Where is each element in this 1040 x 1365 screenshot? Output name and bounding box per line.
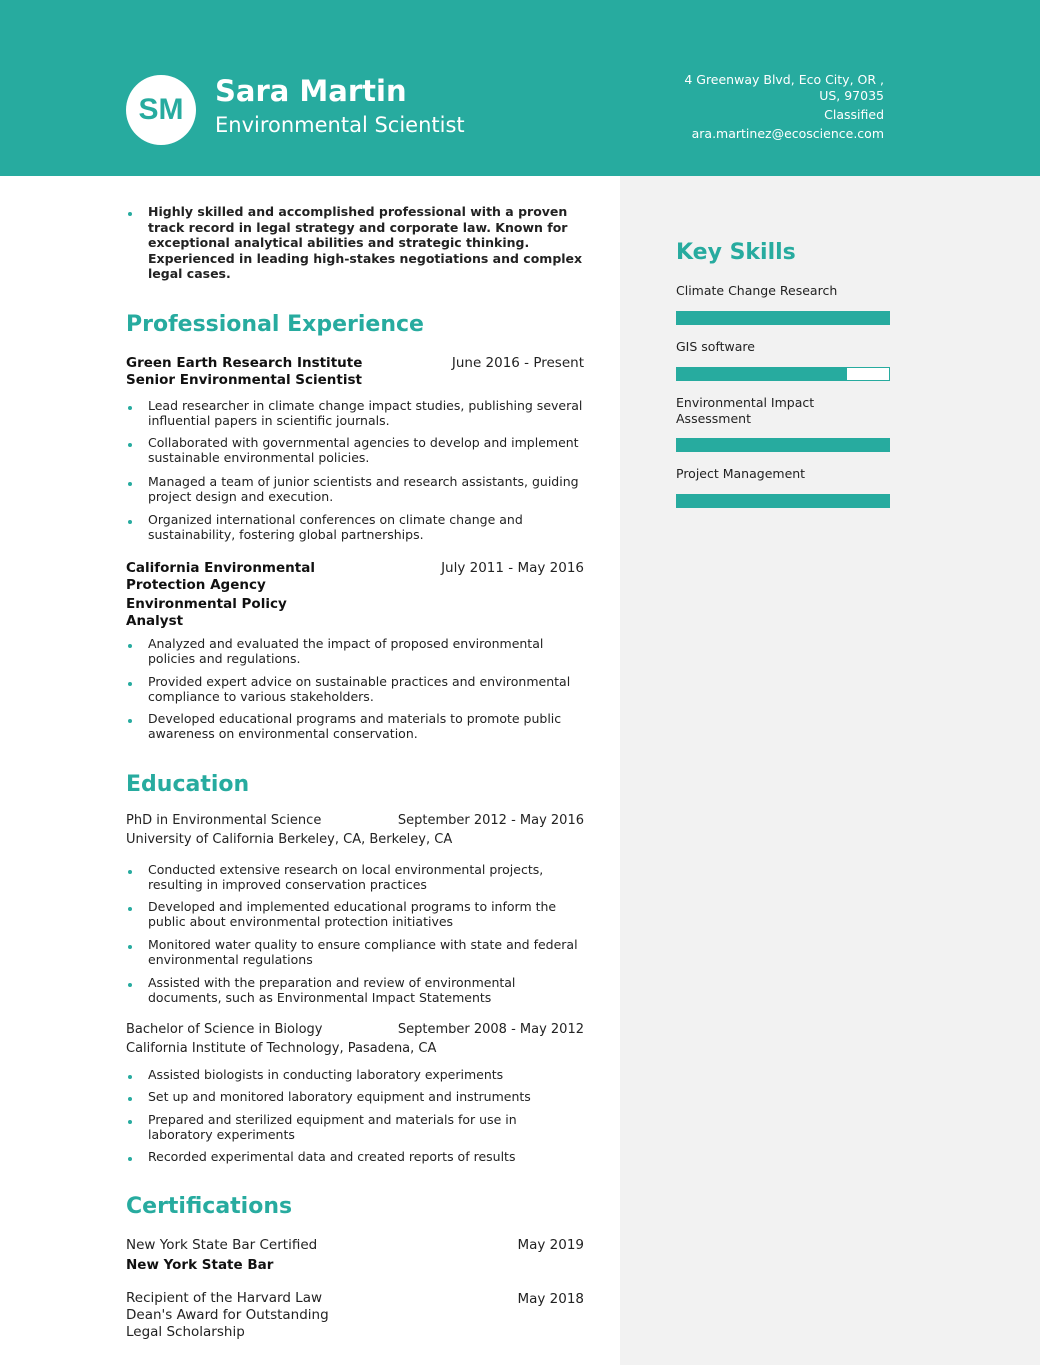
list-item: Recorded experimental data and created reports of results [126, 1149, 584, 1165]
certifications-heading: Certifications [126, 1194, 293, 1219]
job-org: Green Earth Research Institute [126, 354, 363, 371]
experience-heading: Professional Experience [126, 311, 424, 337]
job-org: California Environmental Protection Agency [126, 559, 315, 593]
education-dates: September 2012 - May 2016 [397, 812, 584, 828]
education-school: California Institute of Technology, Pasadena, CA [126, 1040, 437, 1056]
certification-date: May 2019 [517, 1237, 584, 1253]
education-bullets [126, 862, 584, 1006]
list-item: Prepared and sterilized equipment and materials for use in laboratory experiments [126, 1112, 584, 1143]
contact-address: 4 Greenway Blvd, Eco City, OR , [684, 72, 884, 87]
list-item: Provided expert advice on sustainable practices and environmental compliance to various stakeholders. [126, 674, 584, 705]
certification-entry [126, 1236, 584, 1274]
certification-name: New York State Bar Certified [126, 1237, 318, 1253]
skill-bar [676, 367, 890, 381]
list-item: Analyzed and evaluated the impact of proposed environmental policies and regulations. [126, 636, 584, 667]
education-school: University of California Berkeley, CA, Berkeley, CA [126, 831, 453, 847]
education-dates: September 2008 - May 2012 [397, 1021, 584, 1037]
candidate-name: Sara Martin [215, 74, 407, 108]
job-entry [126, 560, 584, 742]
certification-issuer: New York State Bar [126, 1257, 274, 1273]
education-entry [126, 1020, 584, 1165]
education-entry [126, 811, 584, 1006]
candidate-title: Environmental Scientist [215, 113, 465, 137]
list-item: Managed a team of junior scientists and research assistants, guiding project design and execution. [126, 474, 584, 505]
contact-block [664, 72, 884, 145]
skill-bar-fill [677, 368, 847, 380]
job-role: Environmental Policy Analyst [126, 595, 287, 629]
certification-entry [126, 1290, 584, 1341]
main-column [126, 204, 584, 1341]
monogram-avatar: SM [126, 75, 196, 145]
list-item: Collaborated with governmental agencies to develop and implement sustainable environmental policies. [126, 435, 584, 466]
skills-heading: Key Skills [676, 240, 796, 265]
job-dates: June 2016 - Present [451, 354, 584, 371]
summary-text: Highly skilled and accomplished professional with a proven track record in legal strategy and corporate law. Known for exceptional analytical abilities and strategic thinking. Experienced in leading high-stakes negotiations and complex legal cases. [126, 204, 584, 282]
skill-bar-fill [677, 495, 889, 507]
certification-date: May 2018 [517, 1291, 584, 1307]
skill-label: GIS software [676, 339, 755, 354]
skill-label: Project Management [676, 466, 806, 481]
education-degree: Bachelor of Science in Biology [126, 1021, 323, 1037]
list-item: Developed and implemented educational programs to inform the public about environmental protection initiatives [126, 899, 584, 930]
list-item: Set up and monitored laboratory equipment and instruments [126, 1089, 584, 1105]
list-item: Conducted extensive research on local environmental projects, resulting in improved conservation practices [126, 862, 584, 893]
header-banner [0, 0, 1040, 176]
contact-email[interactable]: ara.martinez@ecoscience.com [691, 126, 884, 141]
skill-label: Climate Change Research [676, 283, 838, 298]
education-degree: PhD in Environmental Science [126, 812, 322, 828]
skill-label: Environmental Impact Assessment [676, 395, 815, 426]
certification-name: Recipient of the Harvard Law Dean's Award for Outstanding Legal Scholarship [126, 1290, 329, 1340]
summary-list [126, 204, 584, 282]
skill-bar [676, 438, 890, 452]
skill-bar [676, 311, 890, 325]
job-bullets [126, 636, 584, 742]
skill-bar [676, 494, 890, 508]
contact-address-line2: US, 97035 [819, 88, 884, 103]
skill-bar-fill [677, 439, 889, 451]
list-item: Monitored water quality to ensure compliance with state and federal environmental regulations [126, 937, 584, 968]
job-bullets [126, 398, 584, 543]
education-heading: Education [126, 771, 250, 797]
job-entry [126, 355, 584, 543]
list-item: Developed educational programs and materials to promote public awareness on environmental conservation. [126, 711, 584, 742]
list-item: Lead researcher in climate change impact studies, publishing several influential papers in scientific journals. [126, 398, 584, 429]
education-bullets [126, 1067, 584, 1165]
contact-phone: Classified [824, 107, 884, 122]
list-item: Assisted biologists in conducting laboratory experiments [126, 1067, 584, 1083]
job-dates: July 2011 - May 2016 [441, 559, 584, 576]
list-item: Assisted with the preparation and review of environmental documents, such as Environmental Impact Statements [126, 975, 584, 1006]
job-role: Senior Environmental Scientist [126, 371, 362, 388]
skill-bar-fill [677, 312, 889, 324]
list-item: Organized international conferences on climate change and sustainability, fostering global partnerships. [126, 512, 584, 543]
